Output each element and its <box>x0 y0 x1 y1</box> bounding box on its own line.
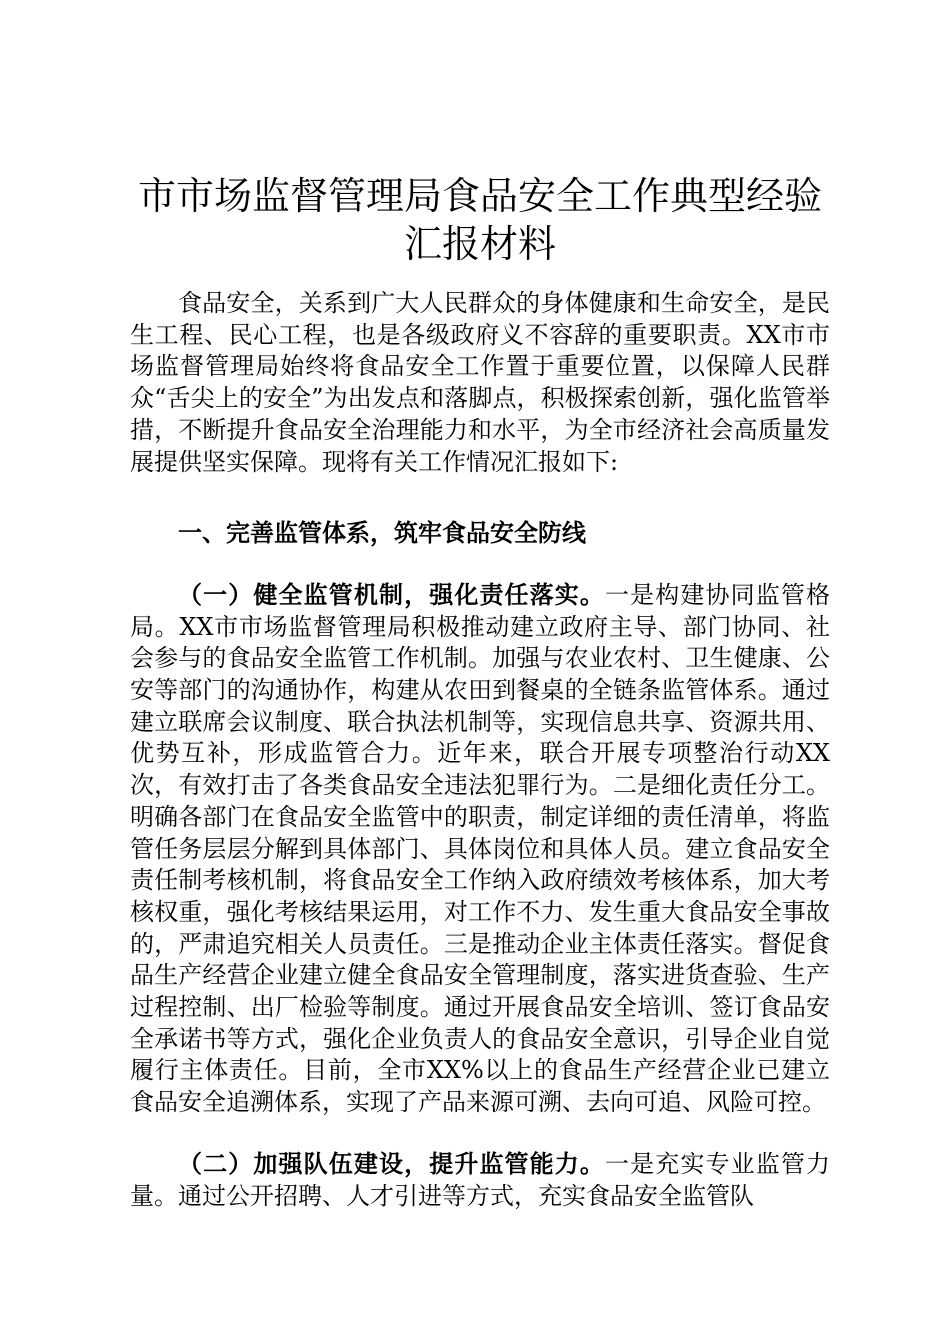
intro-paragraph: 食品安全，关系到广大人民群众的身体健康和生命安全，是民生工程、民心工程，也是各级政府义不容辞的重要职责。XX市市场监督管理局始终将食品安全工作置于重要位置，以保障人民群众“舌尖上的安全”为出发点和落脚点，积极探索创新，强化监管举措，不断提升食品安全治理能力和水平，为全市经济社会高质量发展提供坚实保障。现将有关工作情况汇报如下: <box>130 289 830 476</box>
subsection-2-lead: （二）加强队伍建设，提升监管能力。 <box>178 1149 606 1178</box>
subsection-1-paragraph <box>130 580 830 1119</box>
subsection-2-body: 一是充实专业监管力量。通过公开招聘、人才引进等方式，充实食品安全监管队 <box>130 1149 831 1210</box>
subsection-2-paragraph <box>130 1149 830 1212</box>
subsection-1-lead: （一）健全监管机制，强化责任落实。 <box>178 580 606 609</box>
subsection-1-body: 一是构建协同监管格局。XX市市场监督管理局积极推动建立政府主导、部门协同、社会参与的食品安全监管工作机制。加强与农业农村、卫生健康、公安等部门的沟通协作，构建从农田到餐桌的全链条监管体系。通过建立联席会议制度、联合执法机制等，实现信息共享、资源共用、优势互补，形成监管合力。近年来，联合开展专项整治行动XX次，有效打击了各类食品安全违法犯罪行为。二是细化责任分工。明确各部门在食品安全监管中的职责，制定详细的责任清单，将监管任务层层分解到具体部门、具体岗位和具体人员。建立食品安全责任制考核机制，将食品安全工作纳入政府绩效考核体系，加大考核权重，强化考核结果运用，对工作不力、发生重大食品安全事故的，严肃追究相关人员责任。三是推动企业主体责任落实。督促食品生产经营企业建立健全食品安全管理制度，落实进货查验、生产过程控制、出厂检验等制度。通过开展食品安全培训、签订食品安全承诺书等方式，强化企业负责人的食品安全意识，引导企业自觉履行主体责任。目前，全市XX%以上的食品生产经营企业已建立食品安全追溯体系，实现了产品来源可溯、去向可追、风险可控。 <box>130 580 831 1117</box>
document-page <box>130 172 830 1212</box>
section-heading-1: 一、完善监管体系，筑牢食品安全防线 <box>178 519 586 548</box>
document-title: 市市场监督管理局食品安全工作典型经验汇报材料 <box>137 174 822 266</box>
